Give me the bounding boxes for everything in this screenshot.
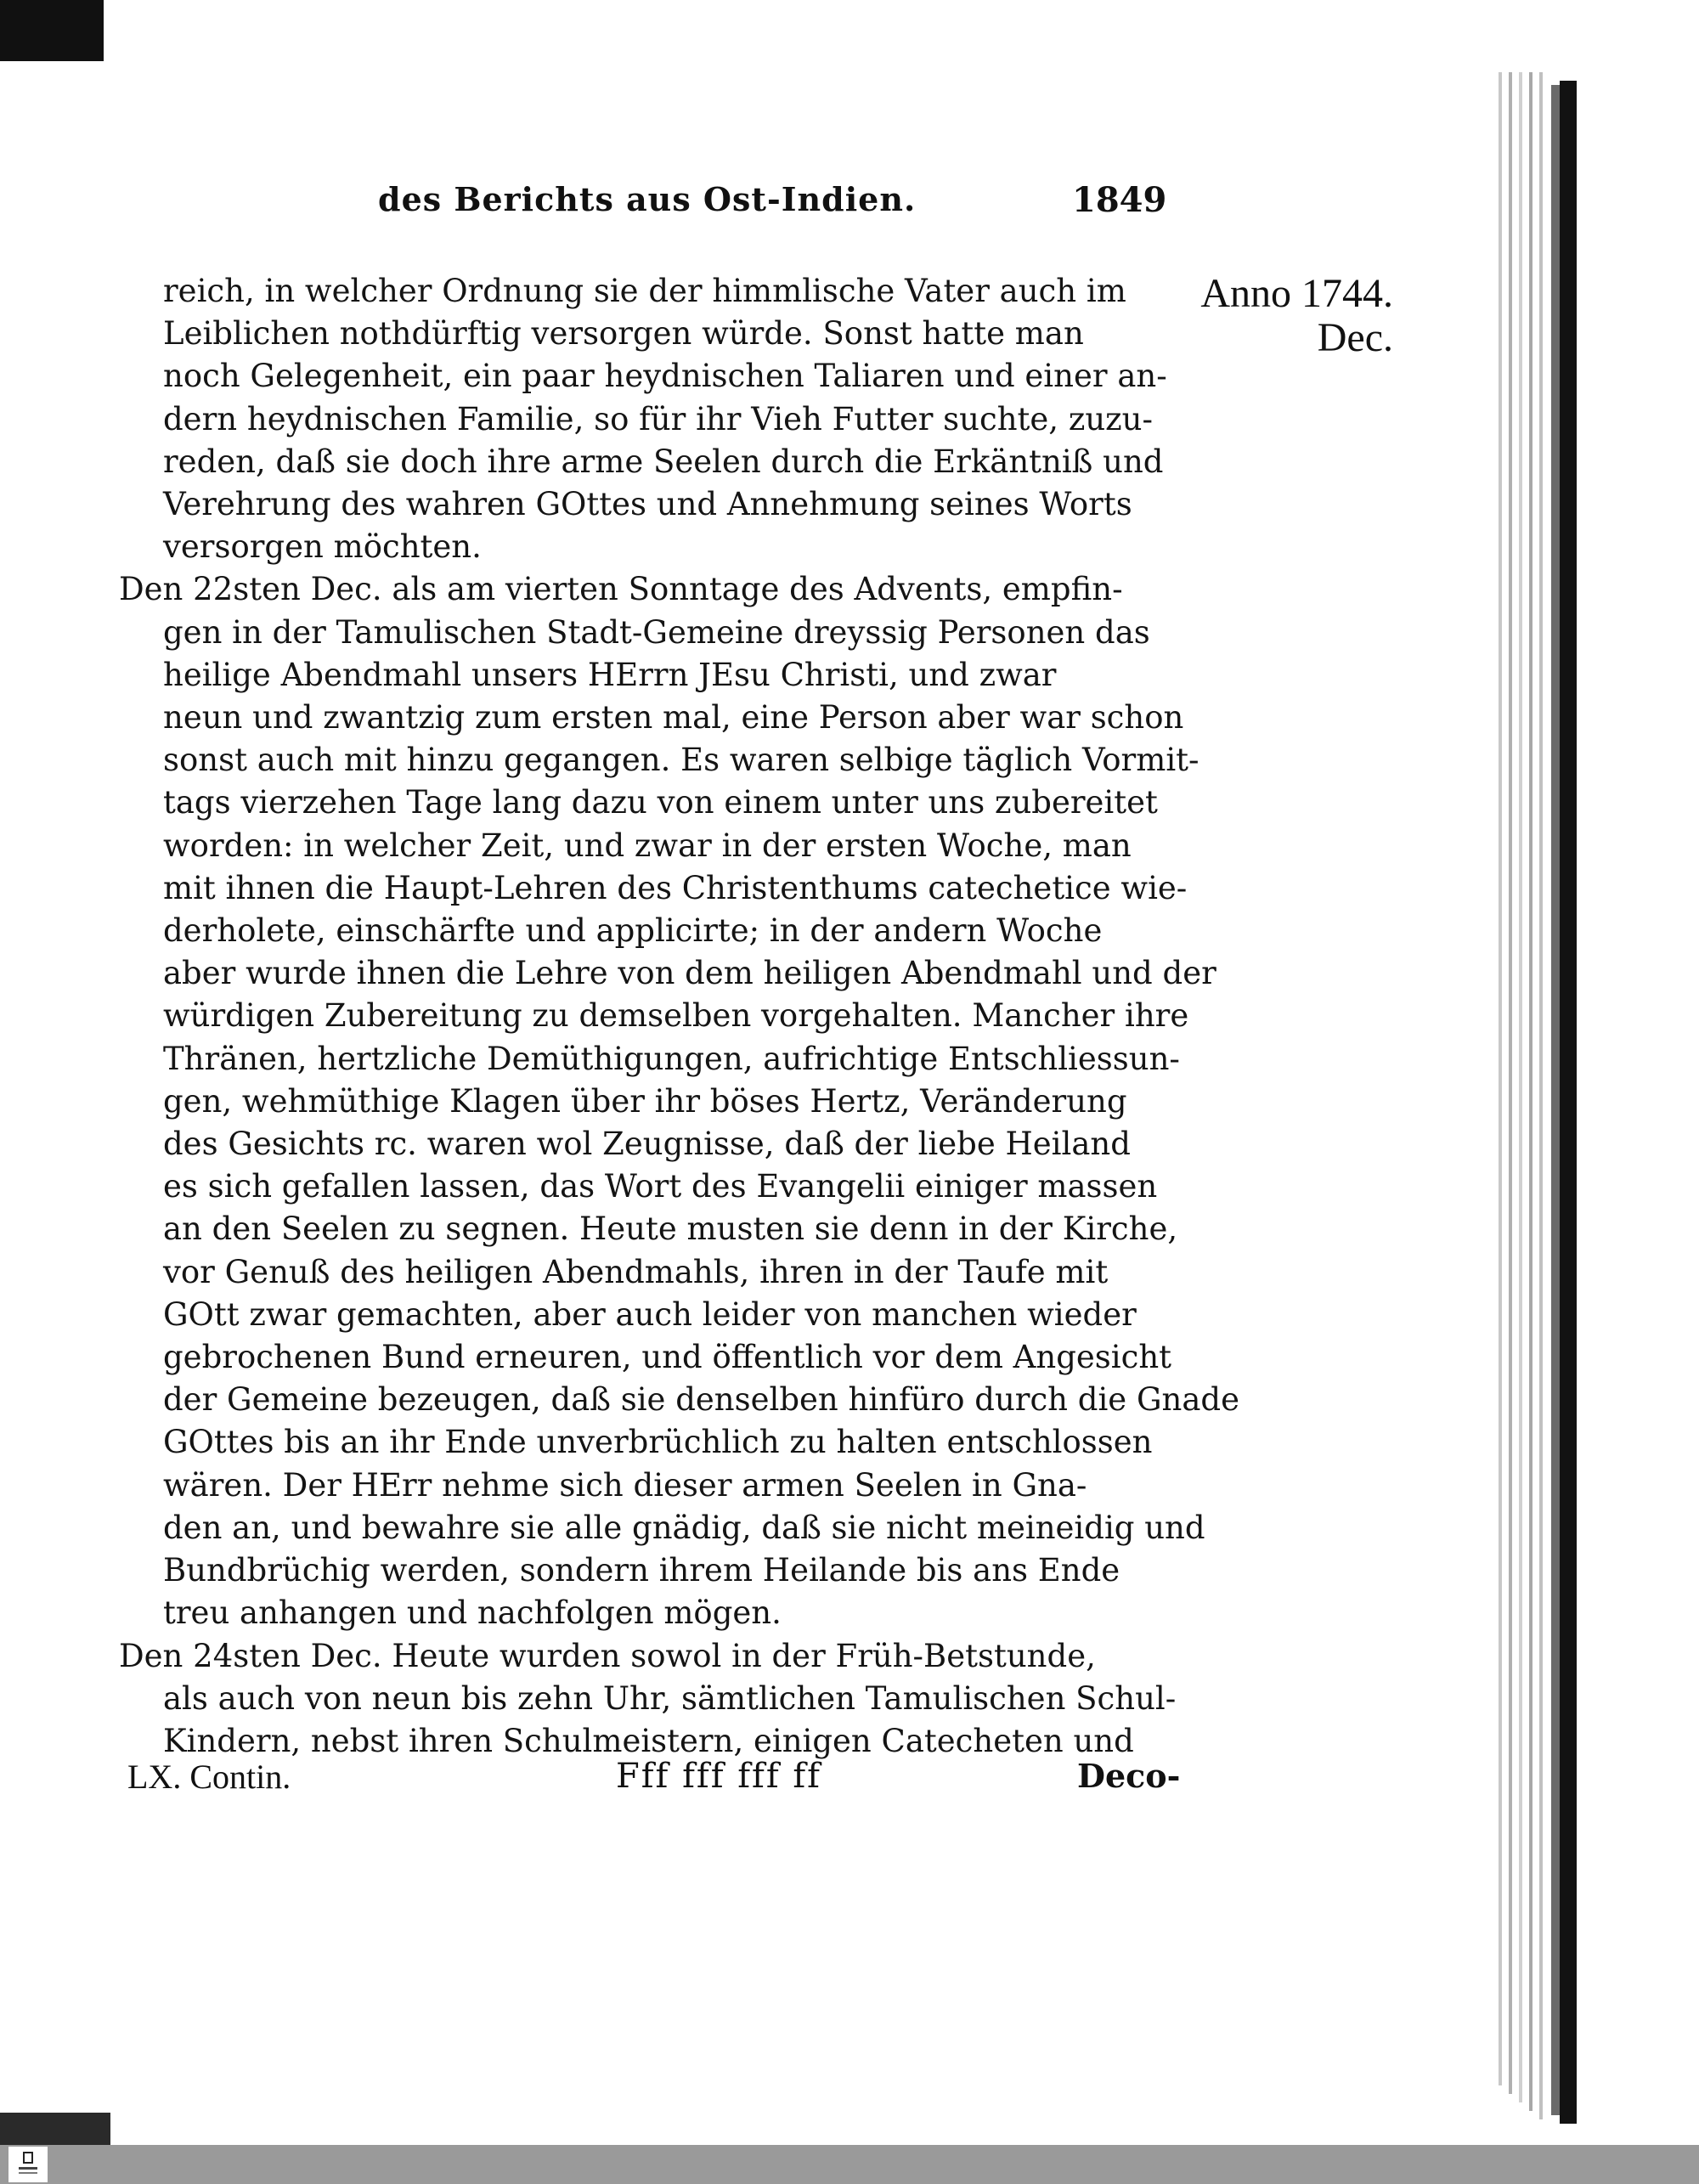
text-line: Kindern, nebst ihren Schulmeistern, einigen Catecheten und (163, 1722, 1134, 1759)
text-line: worden: in welcher Zeit, und zwar in der ersten Woche, man (163, 827, 1132, 864)
text-line: mit ihnen die Haupt-Lehren des Christenthums catechetice wie- (163, 869, 1188, 906)
scan-border-bottom-left (0, 2113, 110, 2145)
page-edge-strip (1509, 72, 1512, 2094)
text-line: gen in der Tamulischen Stadt-Gemeine dreyssig Personen das (163, 613, 1150, 651)
page-edge-strip (1499, 72, 1502, 2085)
text-line: dern heydnischen Familie, so für ihr Vieh Futter suchte, zuzu- (163, 400, 1153, 437)
book-spine-shadow (1551, 85, 1560, 2115)
text-line: derholete, einschärfte und applicirte; in der andern Woche (163, 912, 1103, 950)
running-head: des Berichts aus Ost-Indien. (378, 180, 917, 218)
body-text (119, 270, 1239, 1763)
text-line: gen, wehmüthige Klagen über ihr böses Hertz, Veränderung (163, 1082, 1127, 1120)
book-spine (1560, 81, 1577, 2124)
text-line: Den 22sten Dec. als am vierten Sonntage des Advents, empfin- (119, 571, 1123, 608)
margin-note (1189, 272, 1393, 360)
text-line: Thränen, hertzliche Demüthigungen, aufrichtige Entschliessun- (163, 1040, 1180, 1077)
sheet-mark: Fff fff fff ff (616, 1757, 821, 1796)
page-edge-strip (1539, 72, 1543, 2119)
text-line: GOttes bis an ihr Ende unverbrüchlich zu halten entschlossen (163, 1424, 1153, 1461)
text-line: aber wurde ihnen die Lehre von dem heiligen Abendmahl und der (163, 955, 1216, 992)
library-logo-icon (8, 2147, 48, 2182)
text-line: sonst auch mit hinzu gegangen. Es waren selbige täglich Vormit- (163, 742, 1199, 779)
text-line: noch Gelegenheit, ein paar heydnischen Taliaren und einer an- (163, 358, 1167, 395)
page-edge-strip (1529, 72, 1532, 2111)
text-line: es sich gefallen lassen, das Wort des Evangelii einiger massen (163, 1168, 1158, 1205)
text-line: Leiblichen nothdürftig versorgen würde. Sonst hatte man (163, 315, 1084, 353)
text-line: treu anhangen und nachfolgen mögen. (163, 1594, 782, 1632)
text-line: neun und zwantzig zum ersten mal, eine Person aber war schon (163, 699, 1184, 736)
text-line: gebrochenen Bund erneuren, und öffentlich vor dem Angesicht (163, 1339, 1172, 1376)
page-number: 1849 (1072, 180, 1167, 220)
text-line: GOtt zwar gemachten, aber auch leider von manchen wieder (163, 1295, 1137, 1333)
catchword: Deco- (1077, 1757, 1181, 1795)
scan-border-top-left (0, 0, 104, 61)
text-line: reich, in welcher Ordnung sie der himmlische Vater auch im (163, 273, 1126, 309)
text-line: heilige Abendmahl unsers HErrn JEsu Christi, und zwar (163, 656, 1057, 693)
text-line: wären. Der HErr nehme sich dieser armen Seelen in Gna- (163, 1466, 1087, 1504)
text-line: Bundbrüchig werden, sondern ihrem Heilande bis ans Ende (163, 1552, 1120, 1589)
signature-mark: LX. Contin. (127, 1758, 291, 1796)
text-line: Verehrung des wahren GOttes und Annehmung seines Worts (163, 486, 1132, 523)
page-edge-strip (1519, 72, 1522, 2102)
text-line: vor Genuß des heiligen Abendmahls, ihren in der Taufe mit (163, 1253, 1109, 1290)
margin-note-year: Anno 1744. (1200, 271, 1393, 316)
text-line: der Gemeine bezeugen, daß sie denselben hinfüro durch die Gnade (163, 1381, 1239, 1419)
scan-footer-bar (0, 2145, 1699, 2184)
text-line: des Gesichts rc. waren wol Zeugnisse, daß der liebe Heiland (163, 1126, 1131, 1163)
text-line: reden, daß sie doch ihre arme Seelen durch die Erkäntniß und (163, 443, 1164, 480)
margin-note-month: Dec. (1317, 315, 1393, 360)
text-line: versorgen möchten. (163, 528, 482, 566)
text-line: Den 24sten Dec. Heute wurden sowol in der Früh-Betstunde, (119, 1637, 1096, 1674)
text-line: tags vierzehen Tage lang dazu von einem unter uns zubereitet (163, 784, 1158, 821)
text-line: als auch von neun bis zehn Uhr, sämtlichen Tamulischen Schul- (163, 1679, 1177, 1717)
text-line: den an, und bewahre sie alle gnädig, daß sie nicht meineidig und (163, 1509, 1205, 1546)
text-line: an den Seelen zu segnen. Heute musten sie denn in der Kirche, (163, 1211, 1178, 1248)
text-line: würdigen Zubereitung zu demselben vorgehalten. Mancher ihre (163, 997, 1189, 1035)
